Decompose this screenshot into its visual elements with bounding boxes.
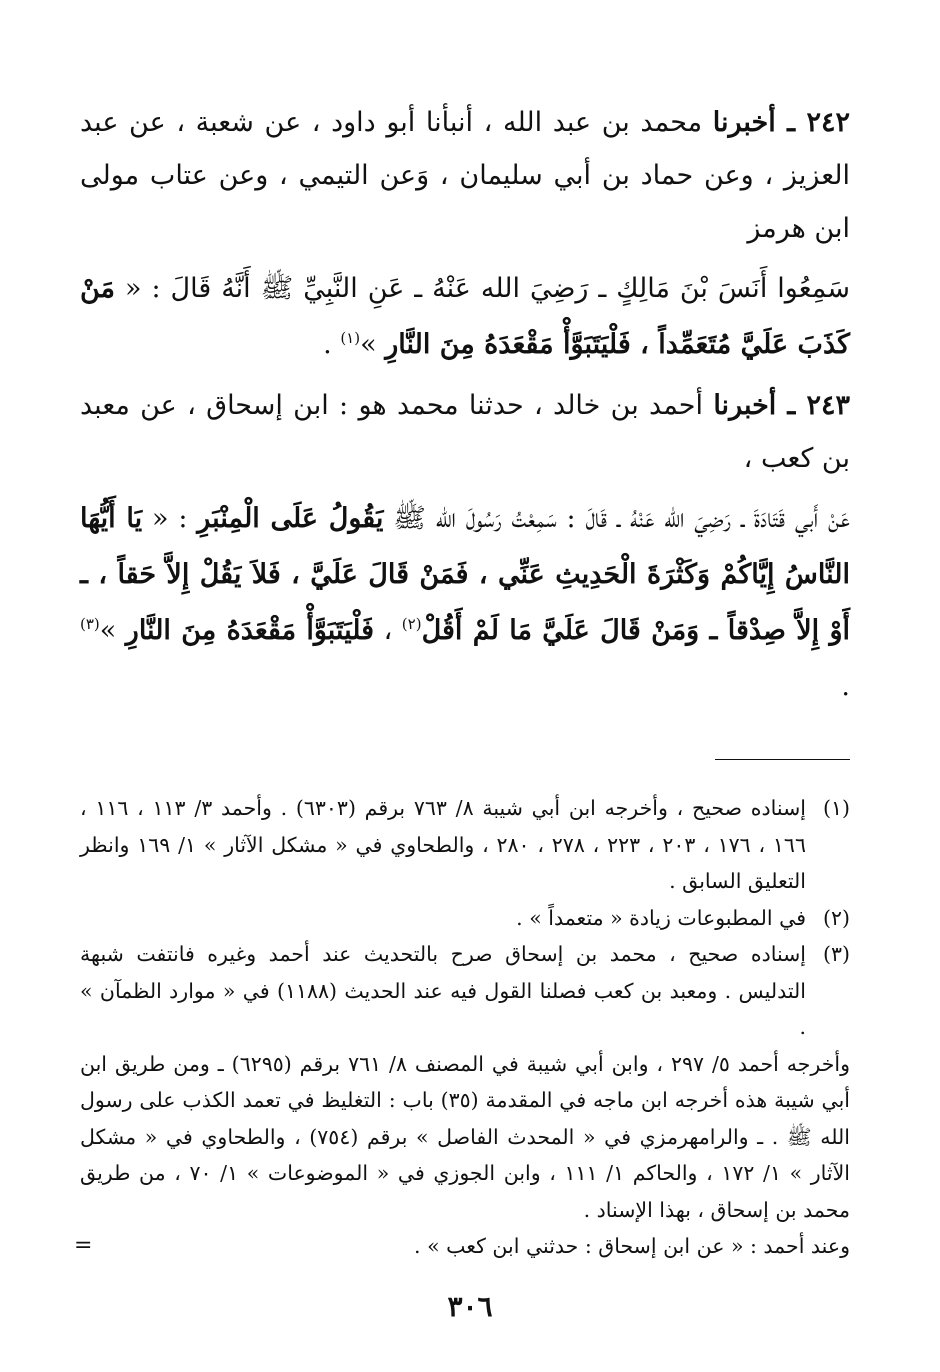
entry-243-isnad [80,379,850,485]
entry-243-text: أحمد بن خالد ، حدثنا محمد هو : ابن إسحاق ، عن معبد بن كعب ، [80,390,850,474]
footnote-2 [80,900,850,937]
entry-243-hadith-close: » [99,615,126,646]
entry-243-hadith-text-1: يَقُولُ عَلَى الْمِنْبَرِ [197,503,384,534]
page-number: ٣٠٦ [447,1290,493,1323]
entry-243-hadith-mid-2: ، [374,615,402,646]
entry-242-hadith-intro: سَمِعُوا أَنَسَ بْنَ مَالِكٍ ـ رَضِيَ الله عَنْهُ ـ عَنِ النَّبِيِّ ﷺ أَنَّهُ قَالَ : « [115,273,850,304]
entry-242-hadith-text: مَنْ كَذَبَ عَلَيَّ مُتَعَمِّداً ، فَلْيَتَبَوَّأْ مَقْعَدَهُ مِنَ النَّارِ [80,273,850,360]
footnote-2-text: في المطبوعات زيادة « متعمداً » . [516,905,806,930]
footnote-3-continuation-1: وأخرجه أحمد ٥/ ٢٩٧ ، وابن أبي شيبة في المصنف ٨/ ٧٦١ برقم (٦٢٩٥) ـ ومن طريق ابن أبي شيبة هذه أخرجه ابن ماجه في المقدمة (٣٥) باب : التغليظ في تعمد الكذب على رسول الله ﷺ . ـ والرامهرمزي في « المحدث الفاصل » برقم (٧٥٤) ، والطحاوي في « مشكل الآثار » ١/ ١٧٢ ، والحاكم ١/ ١١١ ، وابن الجوزي في « الموضوعات » ١/ ٧٠ ، من طريق محمد بن إسحاق ، بهذا الإسناد . [80,1051,851,1222]
footnote-1-number: (١) [822,796,850,820]
footnote-1-text: إسناده صحيح ، وأخرجه ابن أبي شيبة ٨/ ٧٦٣ برقم (٦٣٠٣) . وأحمد ٣/ ١١٣ ، ١١٦ ، ١٦٦ ، ١٧٦ ، ٢٠٣ ، ٢٢٣ ، ٢٧٨ ، ٢٨٠ ، والطحاوي في « مشكل الآثار » ١/ ١٦٩ وانظر التعليق السابق . [80,796,806,893]
footnote-ref-3[interactable]: (٣) [80,615,100,633]
footnote-3 [80,936,850,1046]
footnotes [80,790,850,1265]
footnote-separator [715,759,850,760]
entry-243-hadith-mid-1: : « [142,503,198,534]
footnote-1 [80,790,850,900]
footnote-3-text: إسناده صحيح ، محمد بن إسحاق صرح بالتحديث عند أحمد وغيره فانتفت شبهة التدليس . ومعبد بن كعب فصلنا القول فيه عند الحديث (١١٨٨) في « موارد الظمآن » . [80,942,806,1039]
entry-243-hadith-text-2: يَا أَيُّهَا النَّاسُ إِيَّاكُمْ وَكَثْرَةَ الْحَدِيثِ عَنِّي ، فَمَنْ قَالَ عَلَيَّ ، فَلاَ يَقُلْ إِلاَّ حَقاً ، ـ أَوْ إِلاَّ صِدْقاً ـ وَمَنْ قَالَ عَلَيَّ مَا لَمْ أَقُلْ [80,503,850,646]
entry-243-lead: ٢٤٣ ـ أخبرنا [713,390,850,421]
entry-242-hadith [80,261,850,373]
footnote-2-number: (٢) [822,905,850,930]
footnote-3-number: (٣) [822,942,850,966]
entry-243-hadith-text-3: فَلْيَتَبَوَّأْ مَقْعَدَهُ مِنَ النَّارِ [125,615,375,646]
entry-242-text: محمد بن عبد الله ، أنبأنا أبو داود ، عن شعبة ، عن عبد العزيز ، وعن حماد بن أبي سليمان ، وَعن التيمي ، وعن عتاب مولى ابن هرمز [80,107,850,244]
entry-243-end: . [841,671,850,702]
entry-242-lead: ٢٤٢ ـ أخبرنا [712,107,850,138]
footnote-3-continuation-2: وعند أحمد : « عن ابن إسحاق : حدثني ابن كعب » . [414,1234,850,1258]
footnote-ref-2[interactable]: (٢) [401,615,422,633]
continuation-mark: = [74,1233,93,1258]
entry-243-hadith [80,491,850,715]
entry-242-end: . [323,329,341,360]
entry-242-hadith-close: » [360,329,386,360]
footnote-ref-1[interactable]: (١) [340,329,361,347]
entry-243-hadith-intro: عَنْ أَبي قَتَادَةَ ـ رَضِيَ الله عَنْهُ ـ قَالَ : سَمِعْتُ رَسُولَ الله ﷺ [383,503,850,534]
entry-242-isnad [80,96,850,255]
